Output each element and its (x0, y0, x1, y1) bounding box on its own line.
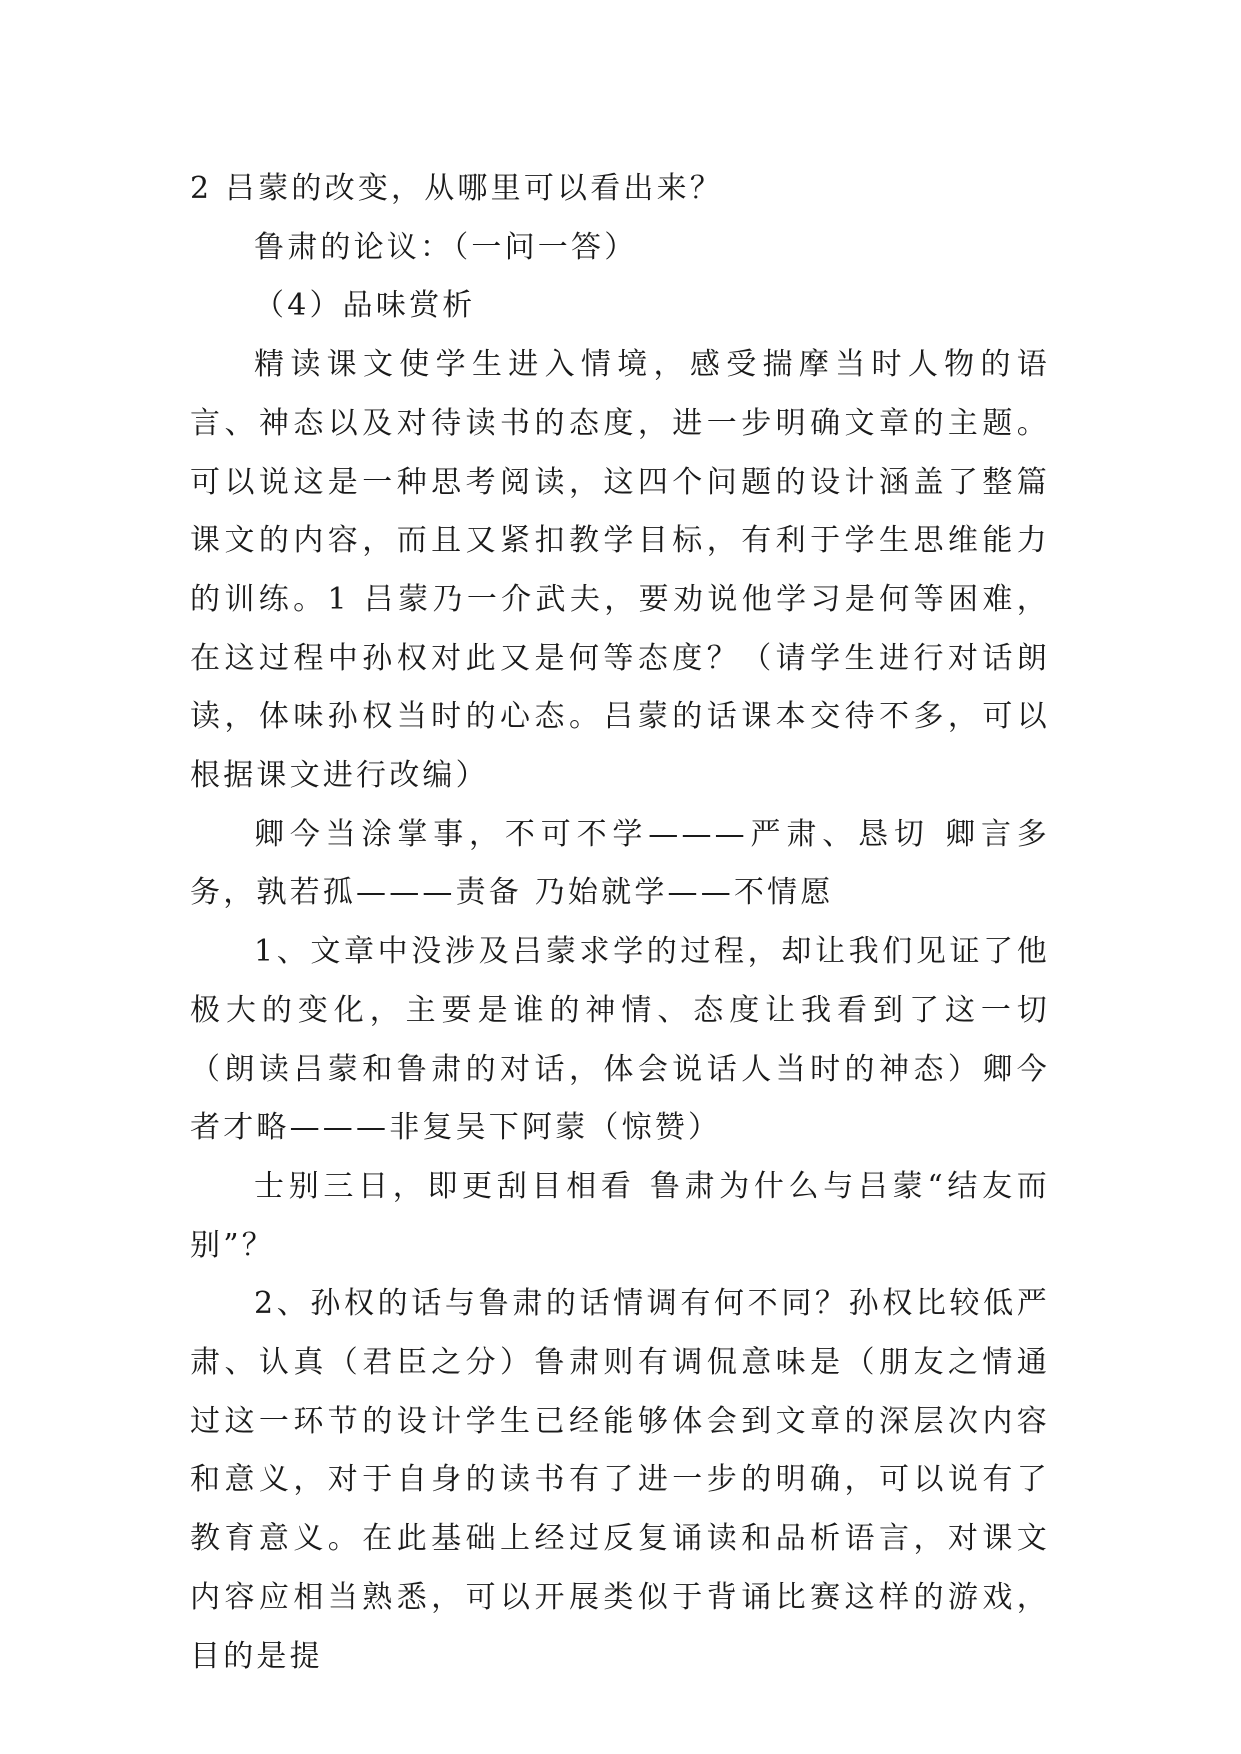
document-body (190, 160, 1050, 1686)
paragraph-lumeng-change: 1、文章中没涉及吕蒙求学的过程，却让我们见证了他极大的变化，主要是谁的神情、态度让我看到了这一切（朗读吕蒙和鲁肃的对话，体会说话人当时的神态）卿今者才略———非复吴下阿蒙（惊赞） (190, 934, 1050, 1146)
paragraph-question-2: 2 吕蒙的改变，从哪里可以看出来？ (190, 171, 724, 206)
paragraph-three-days: 士别三日，即更刮目相看 鲁肃为什么与吕蒙“结友而别”？ (190, 1168, 1050, 1263)
paragraph-intensive-reading: 精读课文使学生进入情境，感受揣摩当时人物的语言、神态以及对待读书的态度，进一步明确文章的主题。可以说这是一种思考阅读，这四个问题的设计涵盖了整篇课文的内容，而且又紧扣教学目标，有利于学生思维能力的训练。1 吕蒙乃一介武夫，要劝说他学习是何等困难，在这过程中孙权对此又是何等态度？（请学生进行对话朗读，体味孙权当时的心态。吕蒙的话课本交待不多，可以根据课文进行改编） (190, 347, 1050, 794)
paragraph-section-heading: （4）品味赏析 (254, 288, 476, 324)
paragraph-lusu-discussion: 鲁肃的论议：（一问一答） (254, 229, 638, 265)
paragraph-sunquan-quotes: 卿今当涂掌事，不可不学———严肃、恳切 卿言多务，孰若孤———责备 乃始就学——不情愿 (190, 816, 1050, 911)
paragraph-tone-comparison: 2、孙权的话与鲁肃的话情调有何不同？孙权比较低严肃、认真（君臣之分）鲁肃则有调侃意味是（朋友之情通过这一环节的设计学生已经能够体会到文章的深层次内容和意义，对于自身的读书有了进一步的明确，可以说有了教育意义。在此基础上经过反复诵读和品析语言，对课文内容应相当熟悉，可以开展类似于背诵比赛这样的游戏，目的是提 (190, 1286, 1050, 1674)
